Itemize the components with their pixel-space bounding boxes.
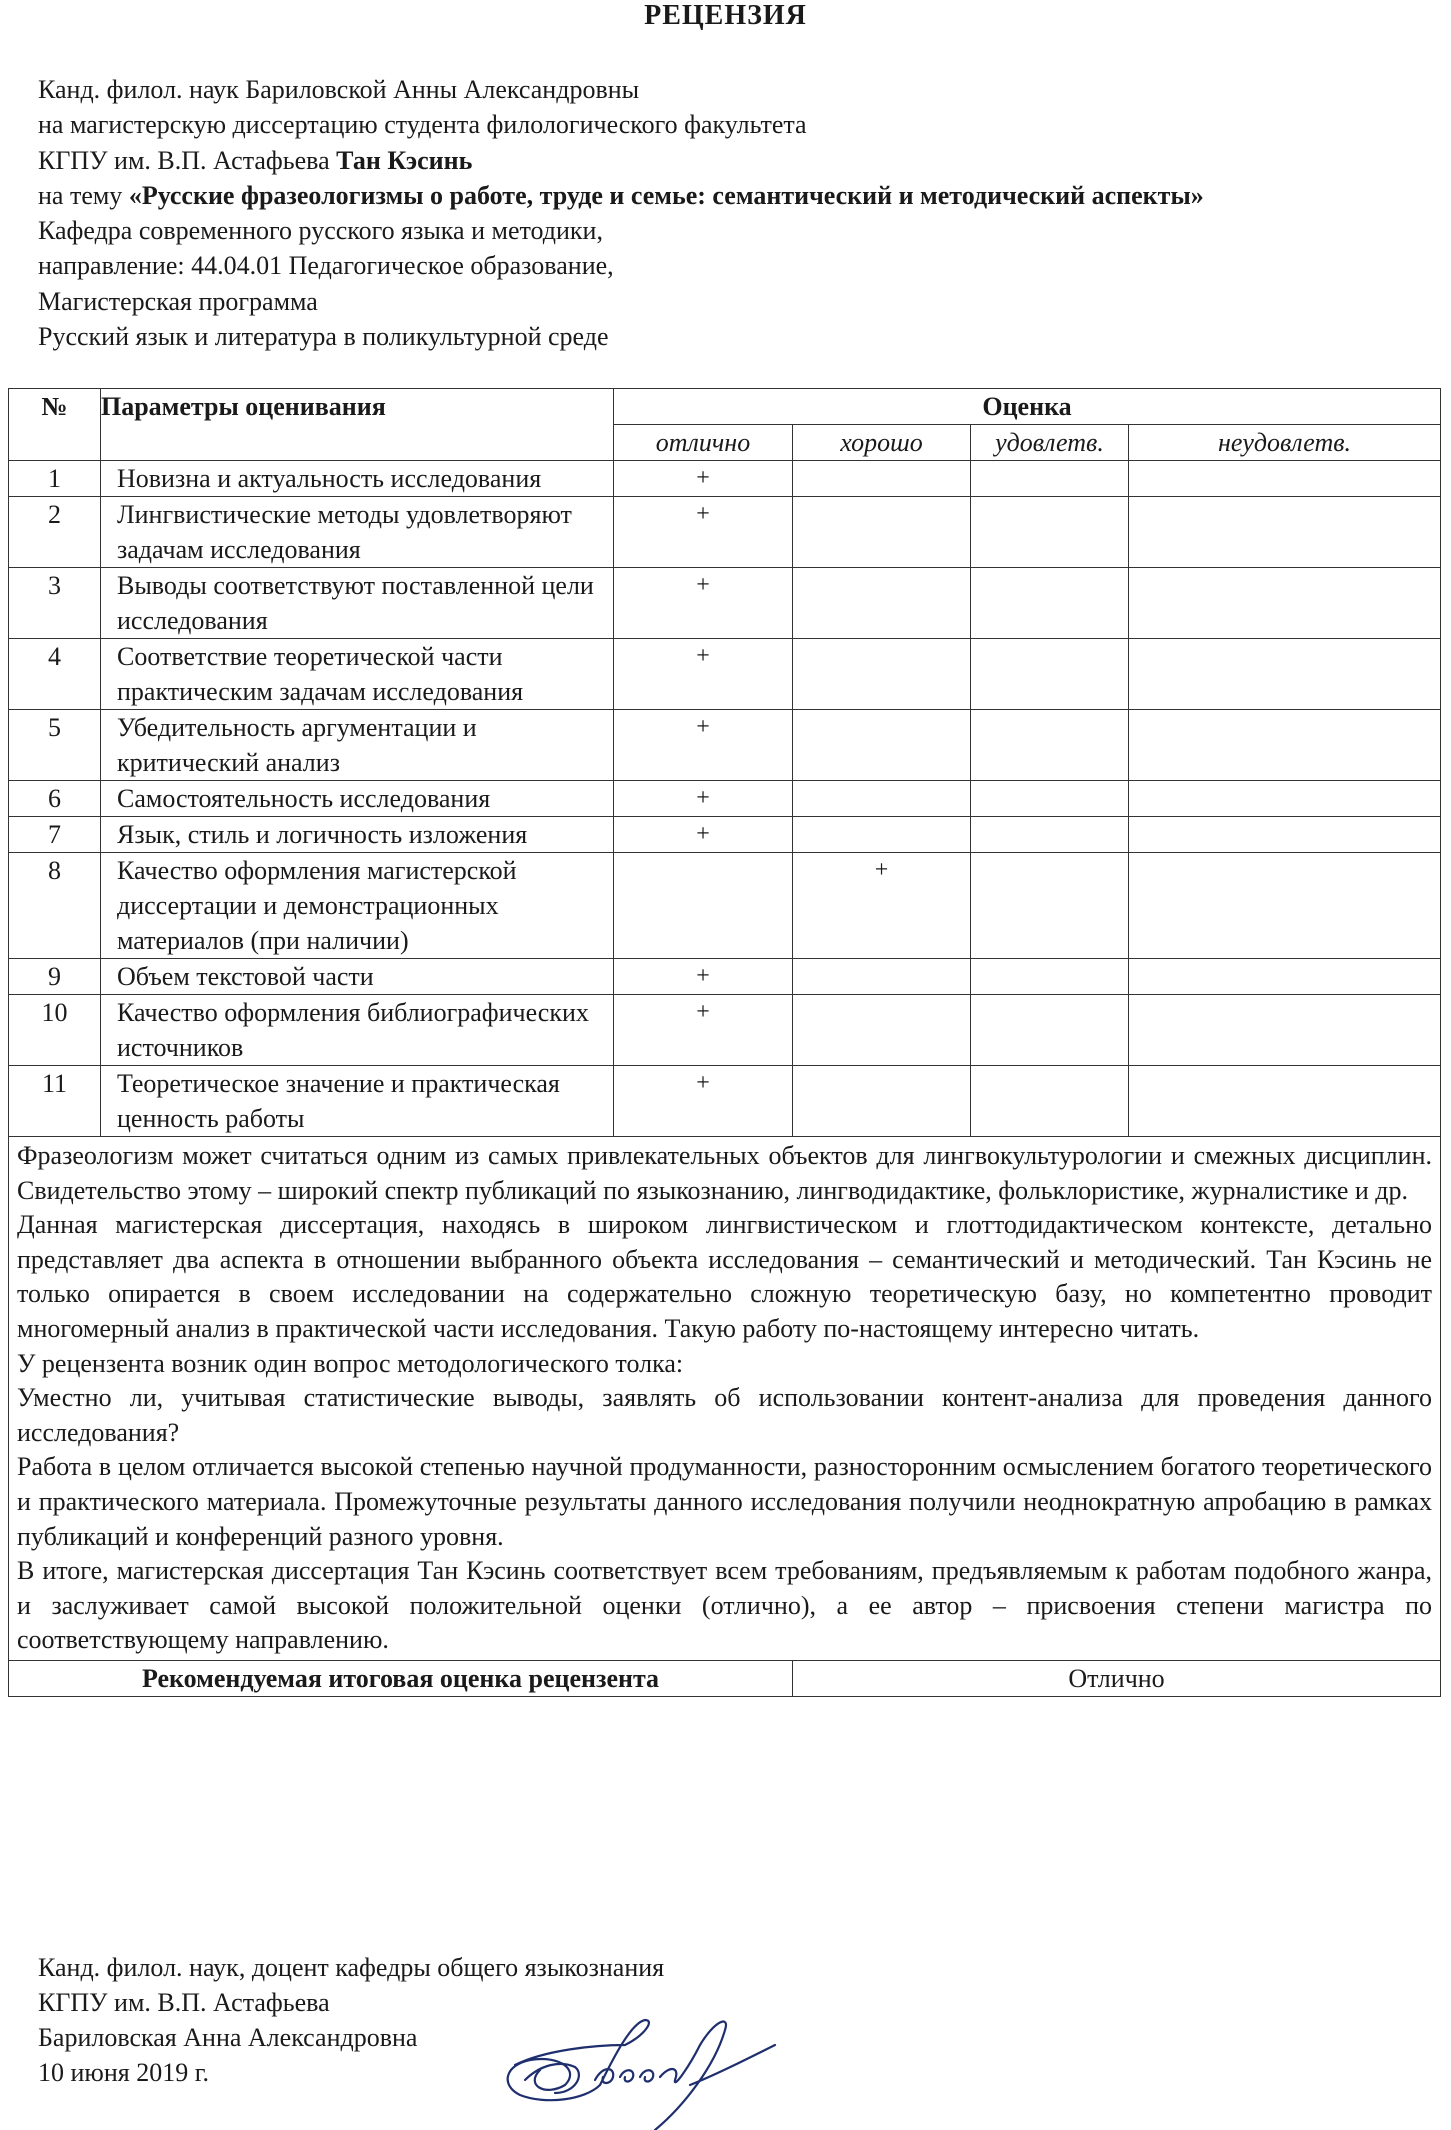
mark-satisfactory: [971, 1066, 1129, 1137]
topic-line: [38, 178, 1204, 213]
row-number: 2: [9, 497, 101, 568]
signature-date: 10 июня 2019 г.: [38, 2058, 209, 2087]
mark-excellent: +: [614, 995, 793, 1066]
signer-university: КГПУ им. В.П. Астафьева: [38, 1988, 330, 2017]
intro-block: [38, 72, 1204, 354]
row-parameter: Лингвистические методы удовлетворяют задачам исследования: [101, 497, 614, 568]
row-parameter: Выводы соответствуют поставленной цели исследования: [101, 568, 614, 639]
row-parameter: Убедительность аргументации и критический анализ: [101, 710, 614, 781]
direction-line: направление: 44.04.01 Педагогическое образование,: [38, 251, 614, 281]
dissertation-line: на магистерскую диссертацию студента филологического факультета: [38, 110, 807, 140]
signer-name: Бариловская Анна Александровна: [38, 2023, 418, 2052]
row-number: 8: [9, 853, 101, 959]
mark-excellent: +: [614, 497, 793, 568]
mark-unsatisfactory: [1129, 817, 1441, 853]
mark-unsatisfactory: [1129, 1066, 1441, 1137]
mark-satisfactory: [971, 781, 1129, 817]
row-parameter: Качество оформления магистерской диссертации и демонстрационных материалов (при наличии): [101, 853, 614, 959]
mark-satisfactory: [971, 497, 1129, 568]
header-parameters: Параметры оценивания: [101, 389, 614, 461]
mark-satisfactory: [971, 461, 1129, 497]
table-row: [9, 568, 1441, 639]
mark-unsatisfactory: [1129, 568, 1441, 639]
table-body: [9, 461, 1441, 1137]
department-line: Кафедра современного русского языка и методики,: [38, 216, 603, 246]
mark-good: [793, 497, 971, 568]
university-student-line: [38, 143, 1204, 178]
table-row: [9, 853, 1441, 959]
review-paragraph: Уместно ли, учитывая статистические выводы, заявлять об использовании контент-анализа для проведения данного исследования?: [17, 1383, 1432, 1447]
table-row: [9, 817, 1441, 853]
review-text: [9, 1137, 1441, 1661]
mark-good: [793, 639, 971, 710]
mark-satisfactory: [971, 853, 1129, 959]
row-parameter: Новизна и актуальность исследования: [101, 461, 614, 497]
row-parameter: Объем текстовой части: [101, 959, 614, 995]
row-parameter: Самостоятельность исследования: [101, 781, 614, 817]
university-label: КГПУ им. В.П. Астафьева: [38, 145, 337, 175]
program-label-line: Магистерская программа: [38, 286, 318, 316]
row-number: 3: [9, 568, 101, 639]
row-number: 9: [9, 959, 101, 995]
mark-excellent: +: [614, 959, 793, 995]
mark-excellent: +: [614, 461, 793, 497]
row-parameter: Теоретическое значение и практическая ценность работы: [101, 1066, 614, 1137]
review-paragraph: Работа в целом отличается высокой степенью научной продуманности, разносторонним осмыслением богатого теоретического и практического материала. Промежуточные результаты данного исследования получили неоднократную апробацию в рамках публикаций и конференций разного уровня.: [17, 1452, 1432, 1551]
header-number: №: [9, 389, 101, 461]
mark-good: [793, 1066, 971, 1137]
final-grade-value: Отлично: [793, 1660, 1441, 1696]
topic-title: «Русские фразеологизмы о работе, труде и семье: семантический и методический аспекты»: [128, 180, 1204, 210]
table-row: [9, 639, 1441, 710]
mark-satisfactory: [971, 639, 1129, 710]
reviewer-line: Канд. филол. наук Бариловской Анны Александровны: [38, 75, 640, 104]
program-name-line: Русский язык и литература в поликультурной среде: [38, 322, 609, 352]
mark-good: [793, 461, 971, 497]
row-number: 1: [9, 461, 101, 497]
table-row: [9, 710, 1441, 781]
mark-excellent: [614, 853, 793, 959]
row-number: 5: [9, 710, 101, 781]
mark-excellent: +: [614, 817, 793, 853]
row-parameter: Соответствие теоретической части практическим задачам исследования: [101, 639, 614, 710]
review-paragraph: Фразеологизм может считаться одним из самых привлекательных объектов для лингвокультурологии и смежных дисциплин. Свидетельство этому – широкий спектр публикаций по языкознанию, лингводидактике, фольклористике, журналистике и др.: [17, 1141, 1432, 1205]
row-parameter: Качество оформления библиографических источников: [101, 995, 614, 1066]
row-number: 7: [9, 817, 101, 853]
mark-unsatisfactory: [1129, 710, 1441, 781]
row-number: 11: [9, 1066, 101, 1137]
mark-excellent: +: [614, 1066, 793, 1137]
mark-good: +: [793, 853, 971, 959]
header-grade-unsatisfactory: неудовлетв.: [1129, 425, 1441, 461]
topic-prefix: на тему: [38, 180, 129, 210]
table-row: [9, 497, 1441, 568]
row-number: 4: [9, 639, 101, 710]
review-row: [9, 1137, 1441, 1661]
mark-excellent: +: [614, 710, 793, 781]
mark-unsatisfactory: [1129, 995, 1441, 1066]
header-grade: Оценка: [614, 389, 1441, 425]
mark-good: [793, 817, 971, 853]
document-title: РЕЦЕНЗИЯ: [644, 0, 807, 31]
header-grade-excellent: отлично: [614, 425, 793, 461]
header-grade-good: хорошо: [793, 425, 971, 461]
mark-satisfactory: [971, 959, 1129, 995]
signer-position: Канд. филол. наук, доцент кафедры общего языкознания: [38, 1953, 665, 1982]
table-header-row: [9, 389, 1441, 425]
mark-satisfactory: [971, 995, 1129, 1066]
row-parameter: Язык, стиль и логичность изложения: [101, 817, 614, 853]
row-number: 10: [9, 995, 101, 1066]
mark-good: [793, 959, 971, 995]
mark-excellent: +: [614, 568, 793, 639]
evaluation-table: [8, 388, 1441, 1697]
final-grade-label: Рекомендуемая итоговая оценка рецензента: [9, 1660, 793, 1696]
mark-satisfactory: [971, 568, 1129, 639]
review-paragraph: В итоге, магистерская диссертация Тан Кэсинь соответствует всем требованиям, предъявляемым к работам подобного жанра, и заслуживает самой высокой положительной оценки (отлично), а ее автор – присвоения степени магистра по соответствующему направлению.: [17, 1556, 1432, 1655]
mark-unsatisfactory: [1129, 497, 1441, 568]
mark-unsatisfactory: [1129, 639, 1441, 710]
mark-unsatisfactory: [1129, 781, 1441, 817]
row-number: 6: [9, 781, 101, 817]
final-grade-row: [9, 1660, 1441, 1696]
mark-unsatisfactory: [1129, 853, 1441, 959]
table-row: [9, 781, 1441, 817]
table-row: [9, 959, 1441, 995]
table-row: [9, 1066, 1441, 1137]
mark-satisfactory: [971, 710, 1129, 781]
mark-satisfactory: [971, 817, 1129, 853]
mark-good: [793, 995, 971, 1066]
mark-unsatisfactory: [1129, 461, 1441, 497]
mark-excellent: +: [614, 639, 793, 710]
table-row: [9, 461, 1441, 497]
review-paragraph: Данная магистерская диссертация, находясь в широком лингвистическом и глоттодидактическом контексте, детально представляет два аспекта в отношении выбранного объекта исследования – семантический и методический. Тан Кэсинь не только опирается в своем исследовании на содержательно сложную теоретическую базу, но компетентно проводит многомерный анализ в практической части исследования. Такую работу по-настоящему интересно читать.: [17, 1210, 1432, 1343]
mark-unsatisfactory: [1129, 959, 1441, 995]
table-row: [9, 995, 1441, 1066]
mark-good: [793, 710, 971, 781]
mark-good: [793, 568, 971, 639]
handwritten-signature-icon: [485, 2005, 785, 2130]
review-paragraph: У рецензента возник один вопрос методологического толка:: [17, 1348, 684, 1378]
header-grade-satisfactory: удовлетв.: [971, 425, 1129, 461]
mark-good: [793, 781, 971, 817]
student-name: Тан Кэсинь: [336, 145, 473, 175]
mark-excellent: +: [614, 781, 793, 817]
